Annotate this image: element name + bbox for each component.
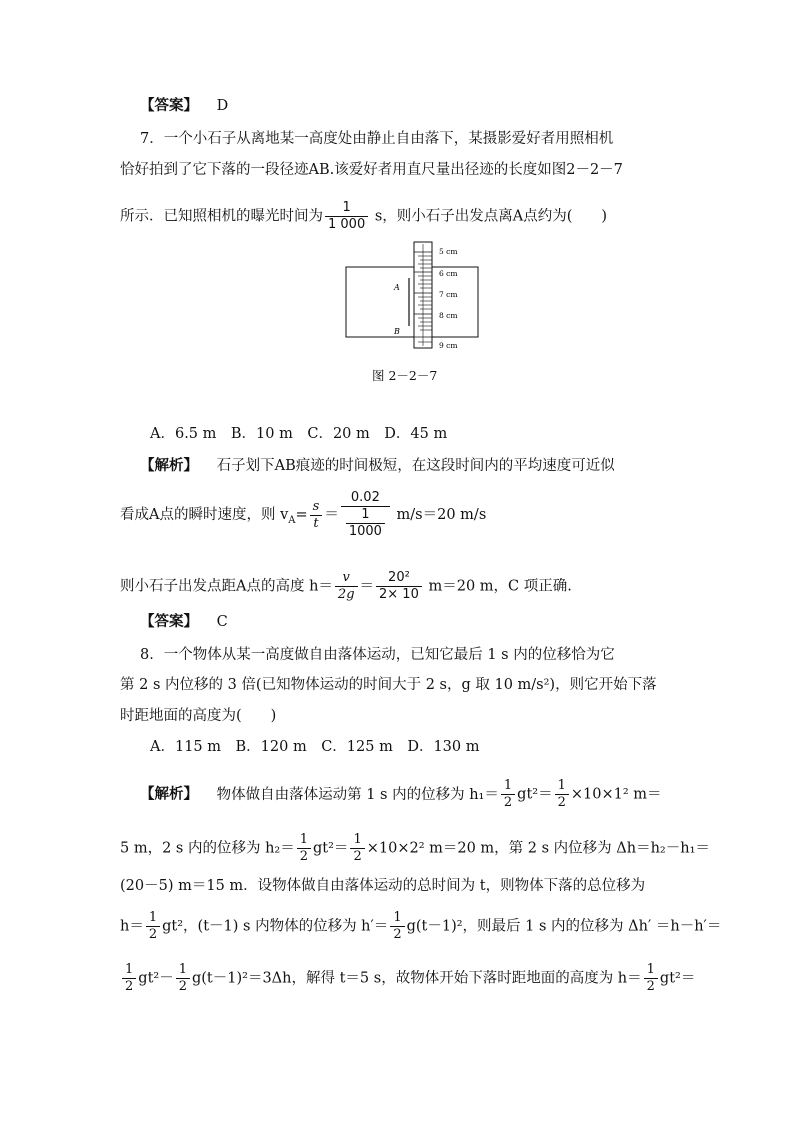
ruler-label-9: 9 cm [439,341,458,350]
half-num: 1 [146,910,160,927]
q8-line3: 时距地面的高度为( ) [120,708,277,724]
q7-line3 [120,200,607,233]
q7-line3-b: s，则小石子出发点离A点约为( ) [370,208,608,225]
frac-t: t [313,515,319,531]
frac-2x10: 2× 10 [379,587,419,602]
analysis-label: 【解析】 [140,458,198,474]
frac-v-2g [335,570,358,603]
half-num: 1 [390,910,404,927]
frac-half [176,962,190,995]
analysis-label: 【解析】 [140,786,198,803]
q8-line1: 8．一个物体从某一高度做自由落体运动，已知它最后 1 s 内的位移恰为它 [140,647,615,663]
exposure-fraction [325,200,368,233]
half-num: 1 [297,832,311,849]
q8-a4a: h＝ [120,918,144,935]
q8-a5b: gt²－ [138,970,174,987]
frac-inner [341,507,390,540]
frac-s: s [310,499,323,516]
q7-line3-a: 所示．已知照相机的曝光时间为 [120,208,323,225]
sub-a: A [288,514,296,526]
q8-a2b: gt²＝ [313,840,349,857]
q7-options: A．6.5 m B．10 m C．20 m D．45 m [150,426,448,442]
answer-label: 【答案】 [140,614,198,630]
q7-analysis1 [140,456,615,476]
q8-analysis4 [120,910,721,943]
answer-line-q6 [140,96,228,116]
q8-analysis2 [120,832,710,865]
frac-num: 1 [325,200,368,217]
half-den: 2 [557,795,566,810]
point-a-label: A [394,283,400,292]
frac-002: 0.02 [341,490,390,507]
q7-analysis2-b: m/s＝20 m/s [391,507,487,523]
q8-a5d: gt²＝ [659,970,696,987]
half-den: 2 [148,927,158,942]
q8-a4c: g(t－1)²，则最后 1 s 内的位移为 Δh′ ＝h－h′＝ [406,918,722,935]
answer-value: C [216,614,228,630]
ruler-label-7: 7 cm [439,290,458,299]
q8-a5c: g(t－1)²＝3Δh，解得 t＝5 s，故物体开始下落时距地面的高度为 h＝ [191,970,642,987]
ruler-label-5: 5 cm [439,247,458,256]
q7-analysis1-text: 石子划下AB痕迹的时间极短，在这段时间内的平均速度可近似 [216,458,615,474]
half-num: 1 [122,962,136,979]
q8-analysis1 [140,778,662,811]
frac-2g: 2g [337,587,355,602]
q8-a4b: gt²，(t－1) s 内物体的位移为 h′＝ [162,918,389,935]
q8-analysis5 [120,962,695,995]
half-den: 2 [646,979,655,994]
half-den: 2 [393,927,402,942]
frac-half [501,778,515,811]
q7-analysis3-b: m＝20 m，C 项正确. [423,578,572,595]
ruler-label-6: 6 cm [439,269,458,278]
frac-20sq-num: 20² [376,570,422,587]
frac-den: 1 000 [328,217,366,232]
frac-half [390,910,404,943]
answer-value: D [216,98,229,114]
q7-analysis3: 则小石子出发点距A点的高度 h＝ $\frac{v}{2g}$ ＝ $\frac{\text{20²}}{2\times 10}$ m＝20 m，C 项正确. [120,570,572,602]
frac-s-t [310,499,323,532]
half-num: 1 [350,832,364,849]
frac-half [122,962,136,995]
frac-half [350,832,364,865]
frac-inner-num: 1 [346,507,385,524]
point-b-label: B [394,327,400,336]
frac-half [555,778,569,811]
q7-analysis2-a: 看成A点的瞬时速度，则 v [120,507,289,523]
half-den: 2 [299,849,309,864]
q8-a2a: 5 m，2 s 内的位移为 h₂＝ [120,840,295,857]
frac-speed [341,490,390,540]
q8-a2c: ×10×2² m＝20 m，第 2 s 内位移为 Δh＝h₂－h₁＝ [366,840,710,857]
answer-label: 【答案】 [140,98,198,114]
half-num: 1 [501,778,515,795]
q8-line2: 第 2 s 内位移的 3 倍(已知物体运动的时间大于 2 s，g 取 10 m/s²)，则它开始下落 [120,677,657,693]
answer-line-q7 [140,612,228,632]
half-num: 1 [644,962,658,979]
half-den: 2 [353,849,362,864]
eq-sign: = [295,507,308,523]
half-den: 2 [178,979,187,994]
frac-half [644,962,658,995]
frac-inner-den: 1000 [348,524,382,539]
half-den: 2 [503,795,513,810]
frac-inner-frac [346,507,385,540]
ruler-figure-svg [330,238,490,350]
half-num: 1 [555,778,569,795]
half-num: 1 [176,962,190,979]
q8-a1c: ×10×1² m＝ [570,786,662,803]
q7-analysis3-a: 则小石子出发点距A点的高度 h＝ [120,578,333,595]
frac-half [297,832,311,865]
frac-v: v [335,570,358,587]
q8-a1b: gt²＝ [517,786,553,803]
frac-half [146,910,160,943]
figure-caption: 图 2－2－7 [372,368,438,383]
q8-analysis3: (20－5) m＝15 m．设物体做自由落体运动的总时间为 t，则物体下落的总位移为 [120,878,646,894]
half-den: 2 [125,979,134,994]
q7-line1: 7．一个小石子从离地某一高度处由静止自由落下，某摄影爱好者用照相机 [140,131,614,147]
ruler-label-8: 8 cm [439,311,458,320]
q7-analysis2: 看成A点的瞬时速度，则 $v_A=$ $\frac{s}{t}$ ＝ $\frac{0.02}{\frac{1}{1000}}$ m/s＝20 m/s [120,490,487,539]
q7-line2: 恰好拍到了它下落的一段径迹AB.该爱好者用直尺量出径迹的长度如图2－2－7 [120,162,623,178]
q8-options: A．115 m B．120 m C．125 m D．130 m [150,739,480,755]
ruler-figure [330,238,490,354]
frac-20sq [376,570,422,603]
q8-a1: 物体做自由落体运动第 1 s 内的位移为 h₁＝ [216,786,499,803]
